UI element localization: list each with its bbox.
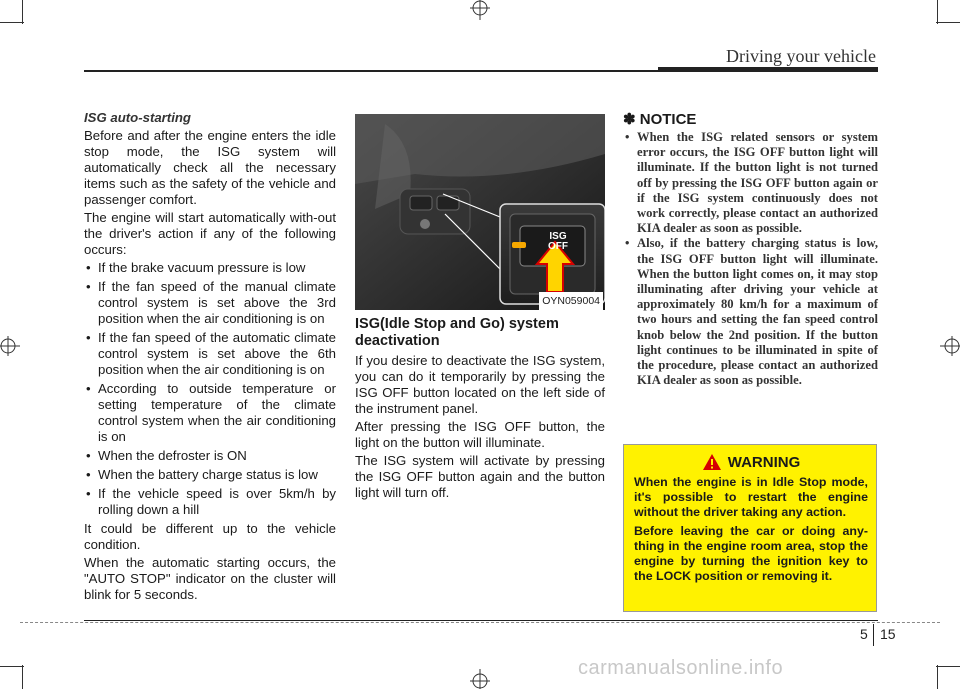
- paragraph-note: When the automatic starting occurs, the "AUTO STOP" indicator on the cluster will blink for 5 seconds.: [84, 555, 336, 602]
- warning-paragraph: Before leaving the car or doing any-thing in the engine room area, stop the engine by turning the ignition key to the LOCK position or removing it.: [634, 524, 868, 583]
- section-title: ISG(Idle Stop and Go) system deactivation: [355, 316, 559, 349]
- registration-mark: [468, 669, 492, 689]
- paragraph-intro: Before and after the engine enters the idle stop mode, the ISG system will automatically check all the necessary items such as the safety of the vehicle and passenger comfort.: [84, 128, 336, 207]
- watermark: carmanualsonline.info: [578, 657, 784, 679]
- notice-title: ✽ NOTICE: [623, 111, 697, 128]
- paragraph: The ISG system will activate by pressing the ISG OFF button again and the button light will turn off.: [355, 453, 605, 500]
- conditions-list: [84, 260, 336, 518]
- list-item: • When the ISG related sensors or system error occurs, the ISG OFF button light will illuminate. If the button light is not turned off by pressing the ISG OFF button again or if the ISG system continuously does not work correctly, please contact an authorized KIA dealer as soon as possible.: [623, 130, 878, 236]
- warning-title: WARNING: [727, 453, 801, 471]
- paragraph: After pressing the ISG OFF button, the light on the button will illuminate.: [355, 419, 605, 450]
- page-number-separator: [873, 624, 874, 646]
- section-header-title: Driving your vehicle: [726, 46, 876, 66]
- column-isg-auto-starting: [84, 110, 336, 605]
- paragraph-lead: The engine will start automatically with-out the driver's action if any of the following occurs:: [84, 210, 336, 257]
- list-item: • According to outside temperature or setting temperature of the climate control system when the air conditioning is on: [84, 381, 336, 445]
- registration-mark: [940, 334, 960, 358]
- paragraph: If you desire to deactivate the ISG system, you can do it temporarily by pressing the ISG OFF button located on the left side of the instrument panel.: [355, 353, 605, 416]
- crop-mark: [936, 22, 960, 23]
- crop-mark: [0, 22, 24, 23]
- notice-box: [623, 110, 878, 388]
- figure-code: OYN059004: [539, 292, 603, 310]
- footer-rule: [84, 620, 878, 621]
- list-item: • If the fan speed of the automatic climate control system is set above the 6th position when the air conditioning is on: [84, 330, 336, 378]
- subheading: ISG auto-starting: [84, 110, 191, 125]
- list-item: • If the fan speed of the manual climate control system is set above the 3rd position when the air conditioning is on: [84, 279, 336, 327]
- list-item: • When the battery charge status is low: [84, 467, 336, 483]
- crop-mark: [22, 0, 23, 24]
- warning-header: [634, 453, 868, 471]
- isg-off-label: ISG OFF: [548, 231, 568, 252]
- column-isg-deactivation: [355, 114, 605, 503]
- crop-mark: [937, 0, 938, 24]
- warning-paragraph: When the engine is in Idle Stop mode, it's possible to restart the engine without the driver taking any action.: [634, 475, 868, 519]
- registration-mark: [468, 0, 492, 20]
- header-rule-accent: [658, 67, 878, 72]
- crop-mark: [22, 665, 23, 689]
- warning-triangle-icon: [702, 453, 722, 471]
- footer-dashed-line: [20, 622, 940, 623]
- registration-mark: [0, 334, 20, 358]
- page-number: 15: [880, 626, 896, 642]
- list-item: • If the vehicle speed is over 5km/h by rolling down a hill: [84, 486, 336, 518]
- list-item: • Also, if the battery charging status is low, the ISG OFF button light will illuminate. When the button light comes on, it may stop illuminating after driving your vehicle at approximately 80 km/h for a maximum of two hours and setting the fan speed control knob below the 2nd position. If the button light continues to be illuminated in spite of the procedure, please contact an authorized KIA dealer as soon as possible.: [623, 236, 878, 388]
- chapter-number: 5: [860, 626, 868, 642]
- crop-mark: [937, 665, 938, 689]
- paragraph-note: It could be different up to the vehicle condition.: [84, 521, 336, 552]
- isg-button-photo: [355, 114, 605, 310]
- crop-mark: [936, 666, 960, 667]
- notice-list: [623, 130, 878, 388]
- list-item: • If the brake vacuum pressure is low: [84, 260, 336, 276]
- list-item: • When the defroster is ON: [84, 448, 336, 464]
- dashboard-illustration: [355, 114, 605, 310]
- warning-box: [623, 444, 877, 612]
- crop-mark: [0, 666, 24, 667]
